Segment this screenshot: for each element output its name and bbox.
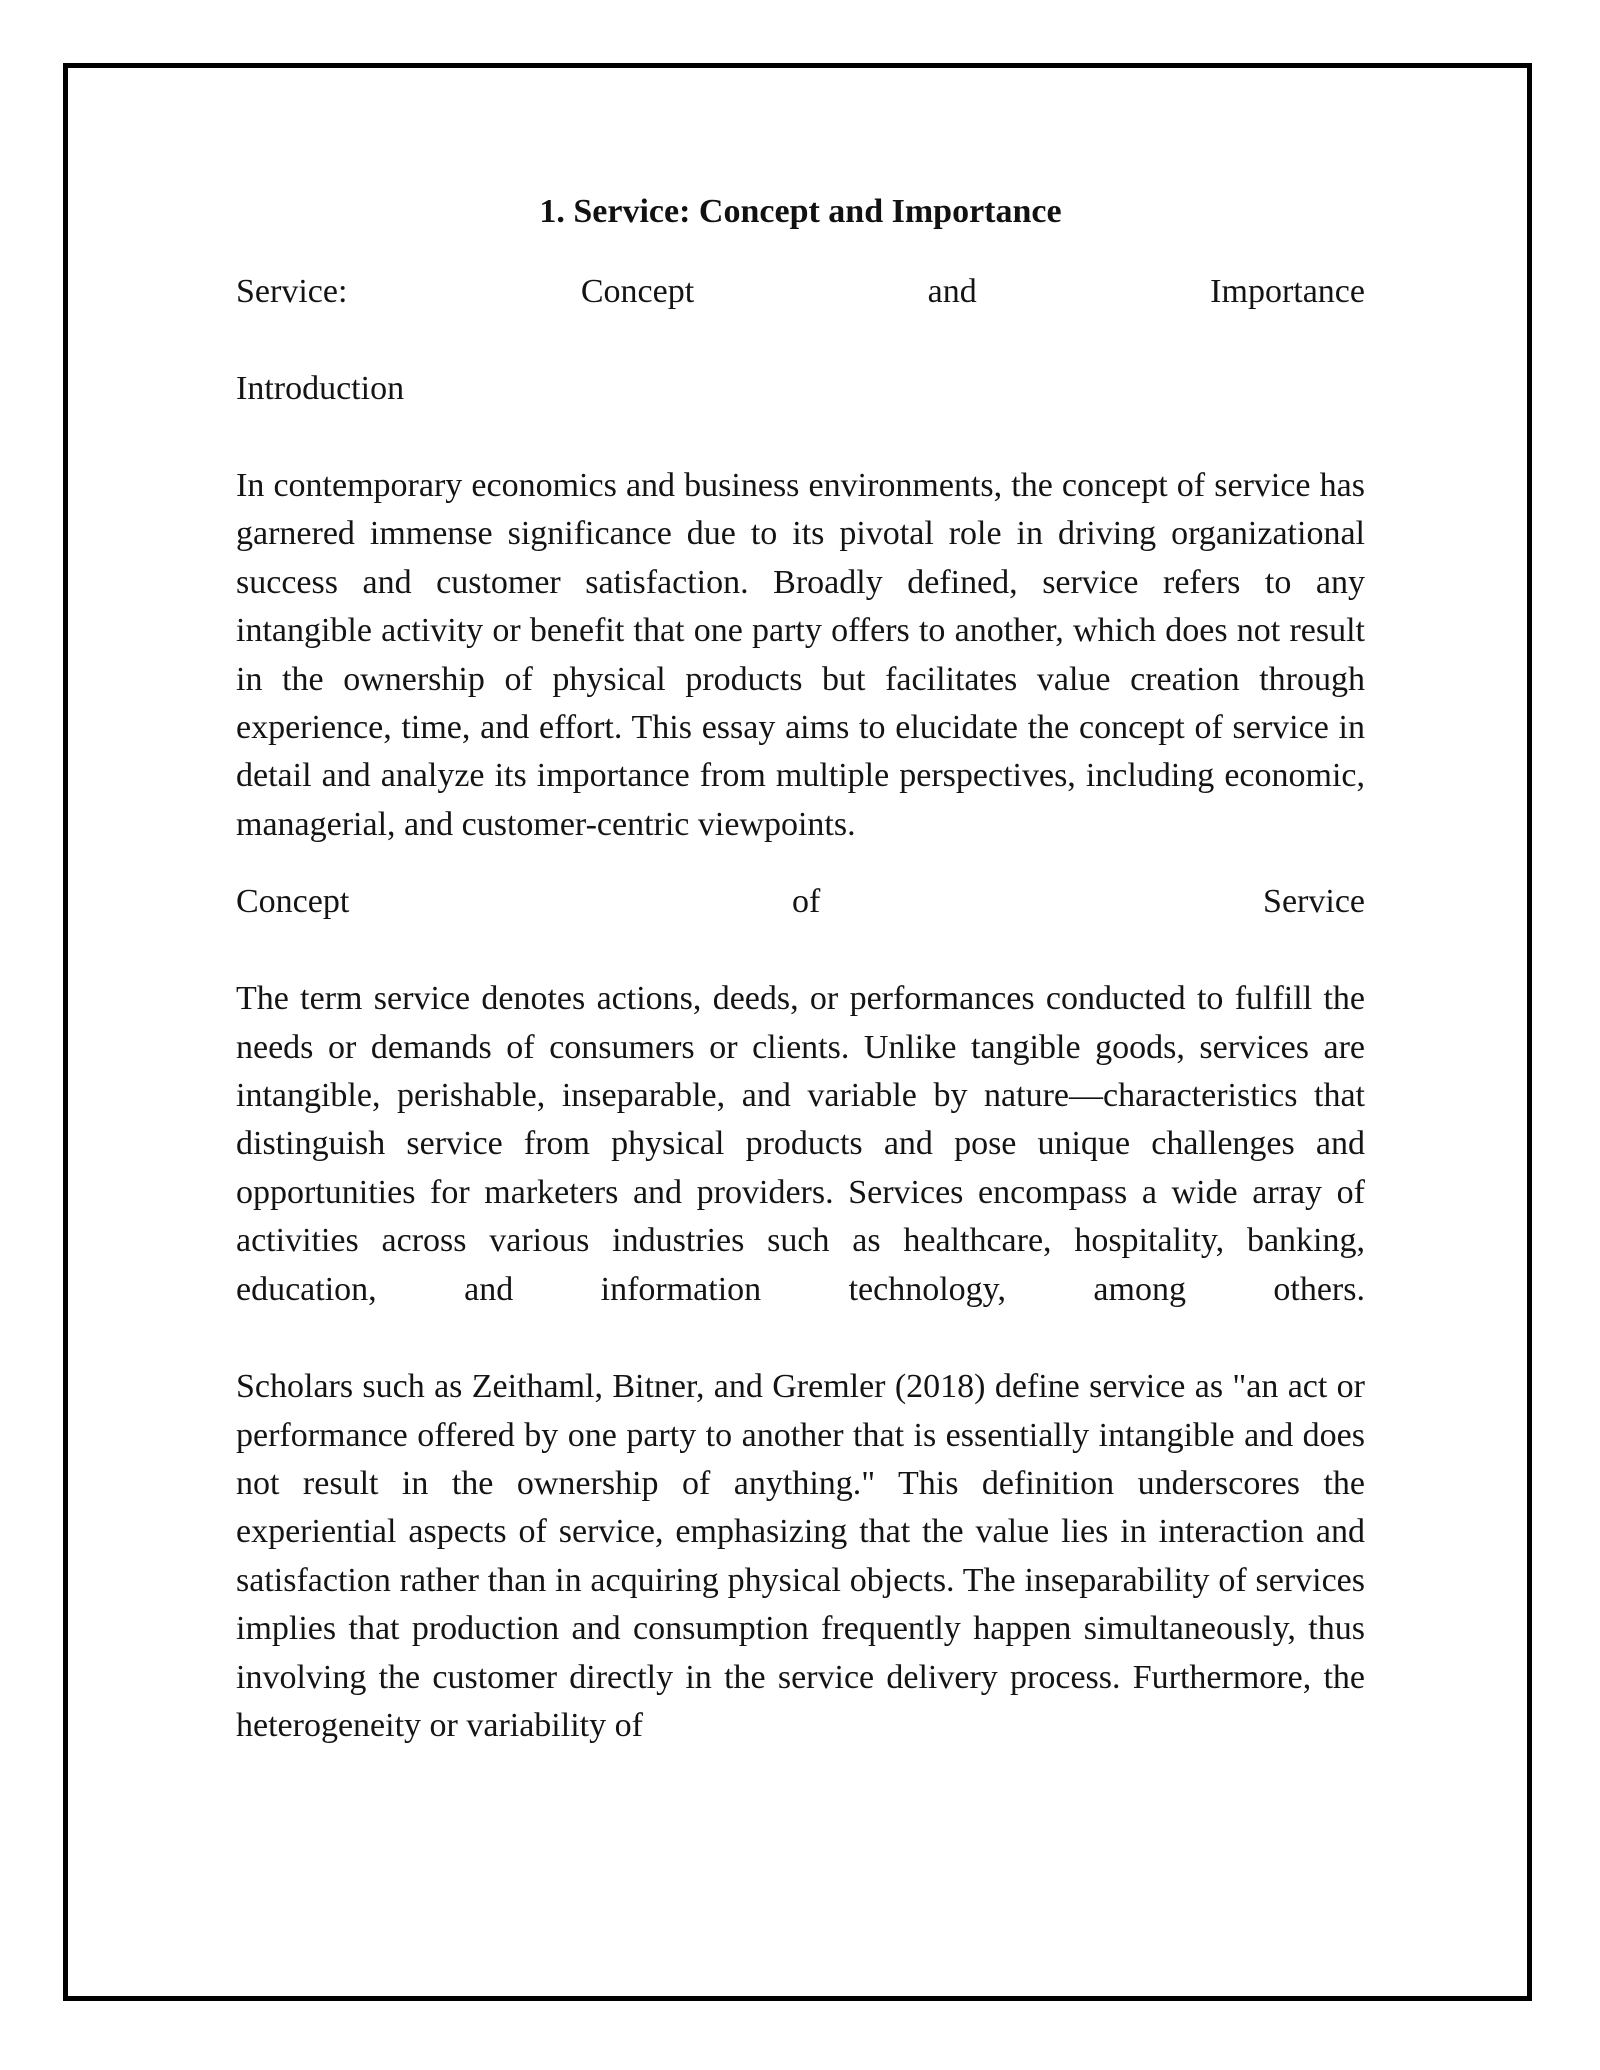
- introduction-heading: Introduction: [236, 370, 405, 407]
- subtitle-word: Importance: [1210, 273, 1365, 310]
- concept-heading-word: Service: [1263, 883, 1365, 921]
- document-body: [236, 188, 1365, 1750]
- subtitle-word: Concept: [580, 273, 695, 310]
- concept-heading-line: [236, 878, 1365, 926]
- subtitle-line: [236, 268, 1365, 316]
- concept-heading-word: of: [792, 883, 821, 921]
- scholars-paragraph: Scholars such as Zeithaml, Bitner, and Gremler (2018) define service as "an act or performance offered by one party to another that is essentially intangible and does not result in the ownership of anything." This definition underscores the experiential aspects of service, emphasizing that the value lies in interaction and satisfaction rather than in acquiring physical objects. The inseparability of services implies that production and consumption frequently happen simultaneously, thus involving the customer directly in the service delivery process. Furthermore, the heterogeneity or variability of: [236, 1368, 1365, 1744]
- subtitle-word: Service:: [236, 273, 348, 310]
- concept-paragraph: The term service denotes actions, deeds, or performances conducted to fulfill the needs or demands of consumers or clients. Unlike tangible goods, services are intangible, perishable, inseparable, and variable by nature—characteristics that distinguish service from physical products and pose unique challenges and opportunities for marketers and providers. Services encompass a wide array of activities across various industries such as healthcare, hospitality, banking, education, and information technology, among others.: [236, 980, 1365, 1308]
- intro-paragraph: In contemporary economics and business environments, the concept of service has garnered immense significance due to its pivotal role in driving organizational success and customer satisfaction. Broadly defined, service refers to any intangible activity or benefit that one party offers to another, which does not result in the ownership of physical products but facilitates value creation through experience, time, and effort. This essay aims to elucidate the concept of service in detail and analyze its importance from multiple perspectives, including economic, managerial, and customer-centric viewpoints.: [236, 467, 1365, 843]
- concept-heading-word: Concept: [236, 883, 350, 921]
- subtitle-word: and: [927, 273, 977, 310]
- document-title: 1. Service: Concept and Importance: [539, 193, 1062, 230]
